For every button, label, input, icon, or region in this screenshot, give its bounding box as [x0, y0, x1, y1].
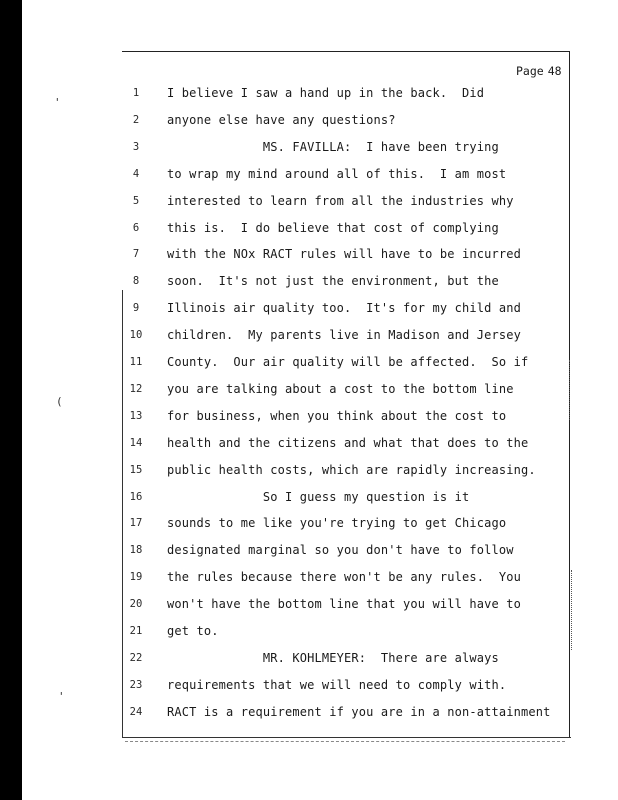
line-number: 24 [129, 706, 143, 718]
line-number: 19 [129, 571, 143, 583]
line-number: 20 [129, 598, 143, 610]
line-number: 14 [129, 437, 143, 449]
transcript-line: get to. [167, 624, 219, 638]
line-number: 16 [129, 491, 143, 503]
line-number: 6 [132, 222, 140, 234]
transcript-line: you are talking about a cost to the bottom line [167, 382, 514, 396]
scan-artifact-mark: ' [54, 96, 61, 109]
line-number: 1 [132, 87, 140, 99]
scan-edge-marks [569, 360, 576, 420]
line-number: 10 [129, 329, 143, 341]
line-number: 12 [129, 383, 143, 395]
transcript-line: Illinois air quality too. It's for my child and [167, 301, 521, 315]
transcript-line: MS. FAVILLA: I have been trying [167, 140, 499, 154]
line-number: 13 [129, 410, 143, 422]
transcript-line: public health costs, which are rapidly increasing. [167, 463, 536, 477]
line-number: 3 [132, 141, 140, 153]
transcript-line: So I guess my question is it [167, 490, 470, 504]
transcript-line: to wrap my mind around all of this. I am most [167, 167, 507, 181]
line-number: 5 [132, 195, 140, 207]
line-number: 23 [129, 679, 143, 691]
transcript-line: MR. KOHLMEYER: There are always [167, 651, 499, 665]
line-number: 9 [132, 302, 140, 314]
line-number: 21 [129, 625, 143, 637]
line-number: 7 [132, 248, 140, 260]
transcript-line: with the NOx RACT rules will have to be incurred [167, 247, 521, 261]
line-number: 17 [129, 517, 143, 529]
scan-speckle-line [125, 741, 565, 742]
transcript-line: health and the citizens and what that does to the [167, 436, 529, 450]
transcript-line: designated marginal so you don't have to follow [167, 543, 514, 557]
page-frame-bottom-rule [122, 737, 571, 738]
transcript-line: the rules because there won't be any rules. You [167, 570, 521, 584]
line-number: 15 [129, 464, 143, 476]
transcript-line: soon. It's not just the environment, but the [167, 274, 499, 288]
line-number: 4 [132, 168, 140, 180]
line-number: 22 [129, 652, 143, 664]
line-number: 2 [132, 114, 140, 126]
transcript-line: sounds to me like you're trying to get Chicago [167, 516, 507, 530]
transcript-line: requirements that we will need to comply with. [167, 678, 507, 692]
scan-artifact-mark: ' [58, 690, 65, 703]
transcript-line: anyone else have any questions? [167, 113, 396, 127]
scan-artifact-mark: ( [56, 395, 63, 408]
transcript-line: I believe I saw a hand up in the back. Did [167, 86, 485, 100]
scan-edge-marks [571, 570, 578, 650]
page-number-value: 48 [547, 64, 562, 78]
scan-left-edge [0, 0, 22, 800]
transcript-line: for business, when you think about the cost to [167, 409, 507, 423]
transcript-line: interested to learn from all the industries why [167, 194, 514, 208]
line-number: 11 [129, 356, 143, 368]
transcript-line: this is. I do believe that cost of complying [167, 221, 499, 235]
transcript-line: won't have the bottom line that you will have to [167, 597, 521, 611]
line-number: 18 [129, 544, 143, 556]
transcript-line: RACT is a requirement if you are in a non-attainment [167, 705, 551, 719]
line-number: 8 [132, 275, 140, 287]
transcript-line: children. My parents live in Madison and Jersey [167, 328, 521, 342]
page-label-text: Page [516, 64, 544, 78]
page-number [512, 64, 562, 78]
transcript-line: County. Our air quality will be affected. So if [167, 355, 529, 369]
